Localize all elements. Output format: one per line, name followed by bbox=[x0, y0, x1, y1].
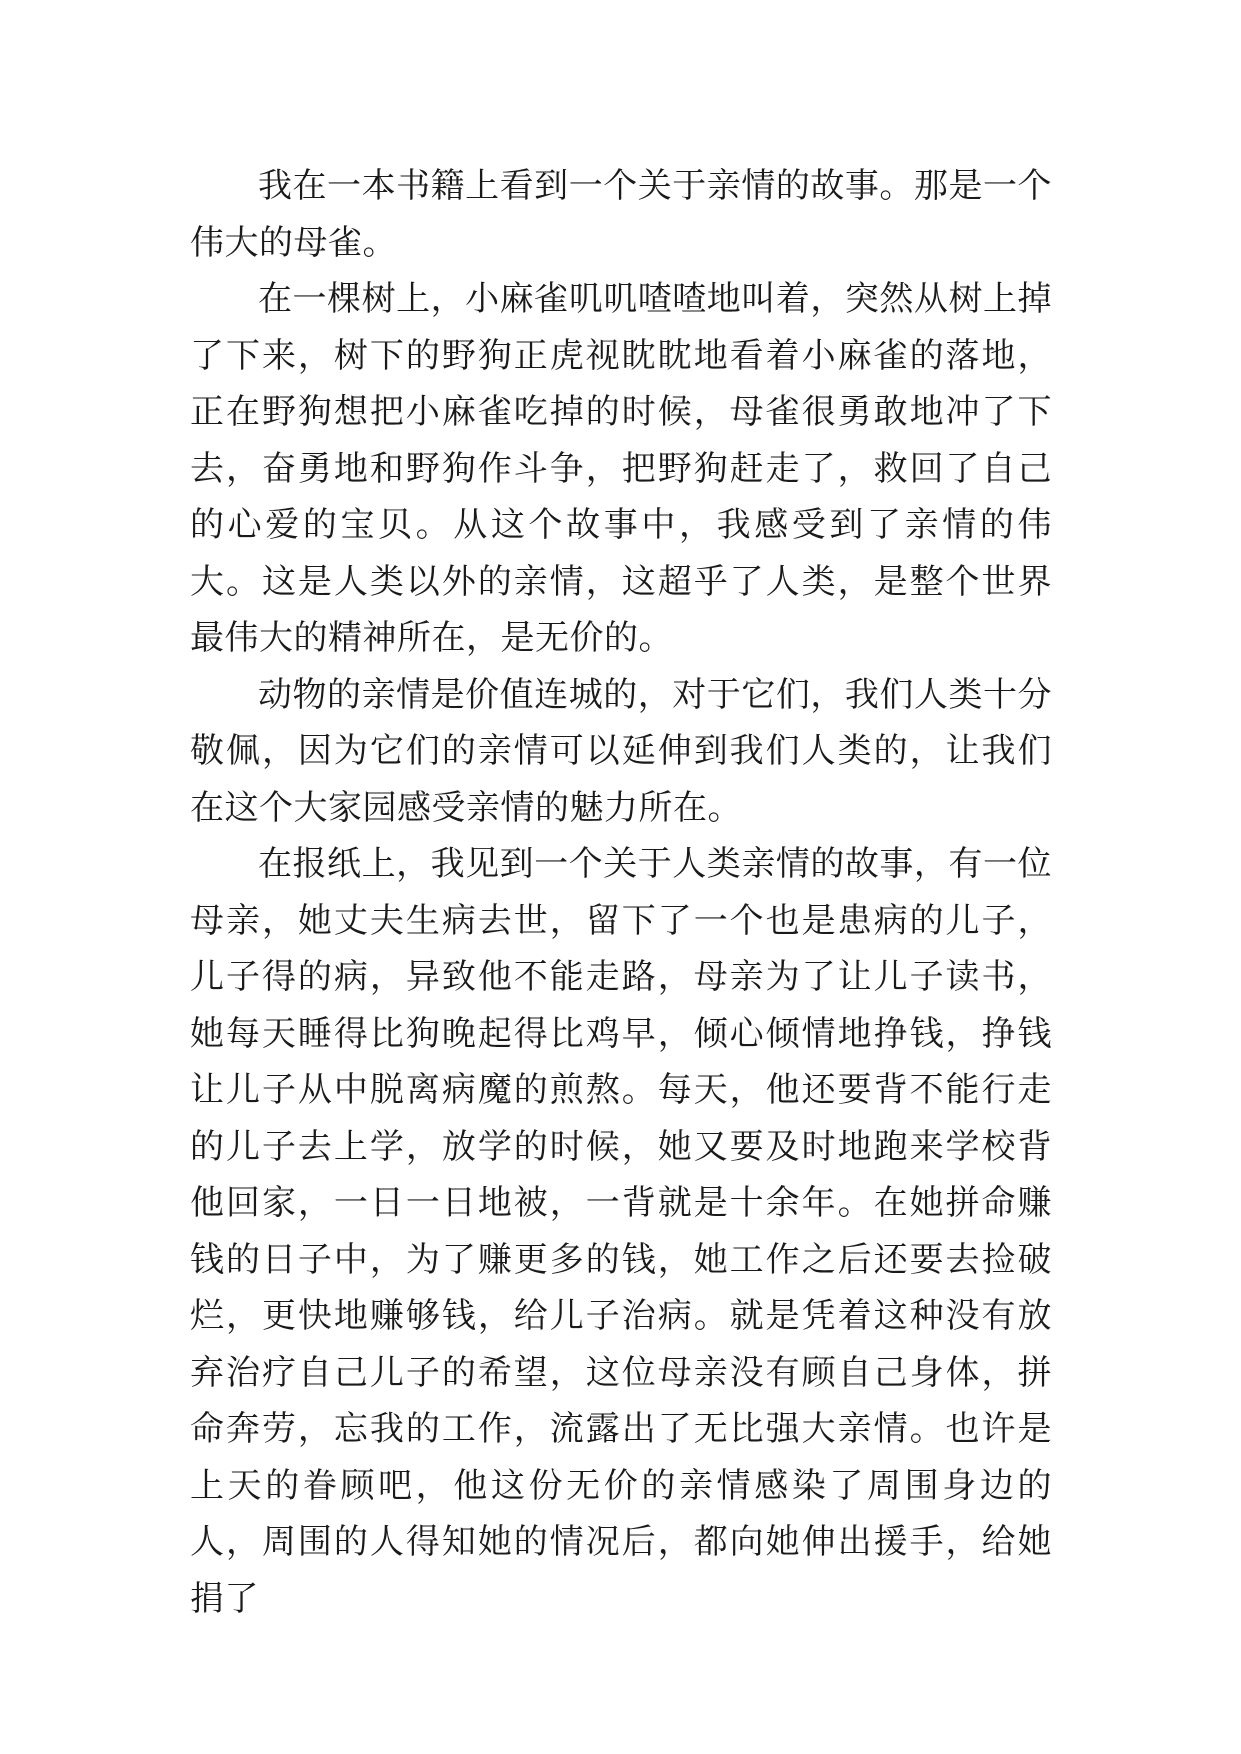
paragraph-animal-affection: 动物的亲情是价值连城的，对于它们，我们人类十分敬佩，因为它们的亲情可以延伸到我们人类的，让我们在这个大家园感受亲情的魅力所在。 bbox=[190, 674, 1052, 828]
paragraph-sparrow-story: 在一棵树上，小麻雀叽叽喳喳地叫着，突然从树上掉了下来，树下的野狗正虎视眈眈地看着小麻雀的落地，正在野狗想把小麻雀吃掉的时候，母雀很勇敢地冲了下去，奋勇地和野狗作斗争，把野狗赶走了，救回了自己的心爱的宝贝。从这个故事中，我感受到了亲情的伟大。这是人类以外的亲情，这超乎了人类，是整个世界最伟大的精神所在，是无价的。 bbox=[190, 279, 1052, 658]
paragraph-mother-sparrow-intro: 我在一本书籍上看到一个关于亲情的故事。那是一个伟大的母雀。 bbox=[190, 166, 1052, 263]
paragraph-mother-story: 在报纸上，我见到一个关于人类亲情的故事，有一位母亲，她丈夫生病去世，留下了一个也是患病的儿子，儿子得的病，异致他不能走路，母亲为了让儿子读书，她每天睡得比狗晚起得比鸡早，倾心倾情地挣钱，挣钱让儿子从中脱离病魔的煎熬。每天，他还要背不能行走的儿子去上学，放学的时候，她又要及时地跑来学校背他回家，一日一日地被，一背就是十余年。在她拼命赚钱的日子中，为了赚更多的钱，她工作之后还要去捡破烂，更快地赚够钱，给儿子治病。就是凭着这种没有放弃治疗自己儿子的希望，这位母亲没有顾自己身体，拼命奔劳，忘我的工作，流露出了无比强大亲情。也许是上天的眷顾吧，他这份无价的亲情感染了周围身边的人，周围的人得知她的情况后，都向她伸出援手，给她捐了 bbox=[190, 844, 1052, 1619]
document-body bbox=[190, 158, 1052, 1627]
